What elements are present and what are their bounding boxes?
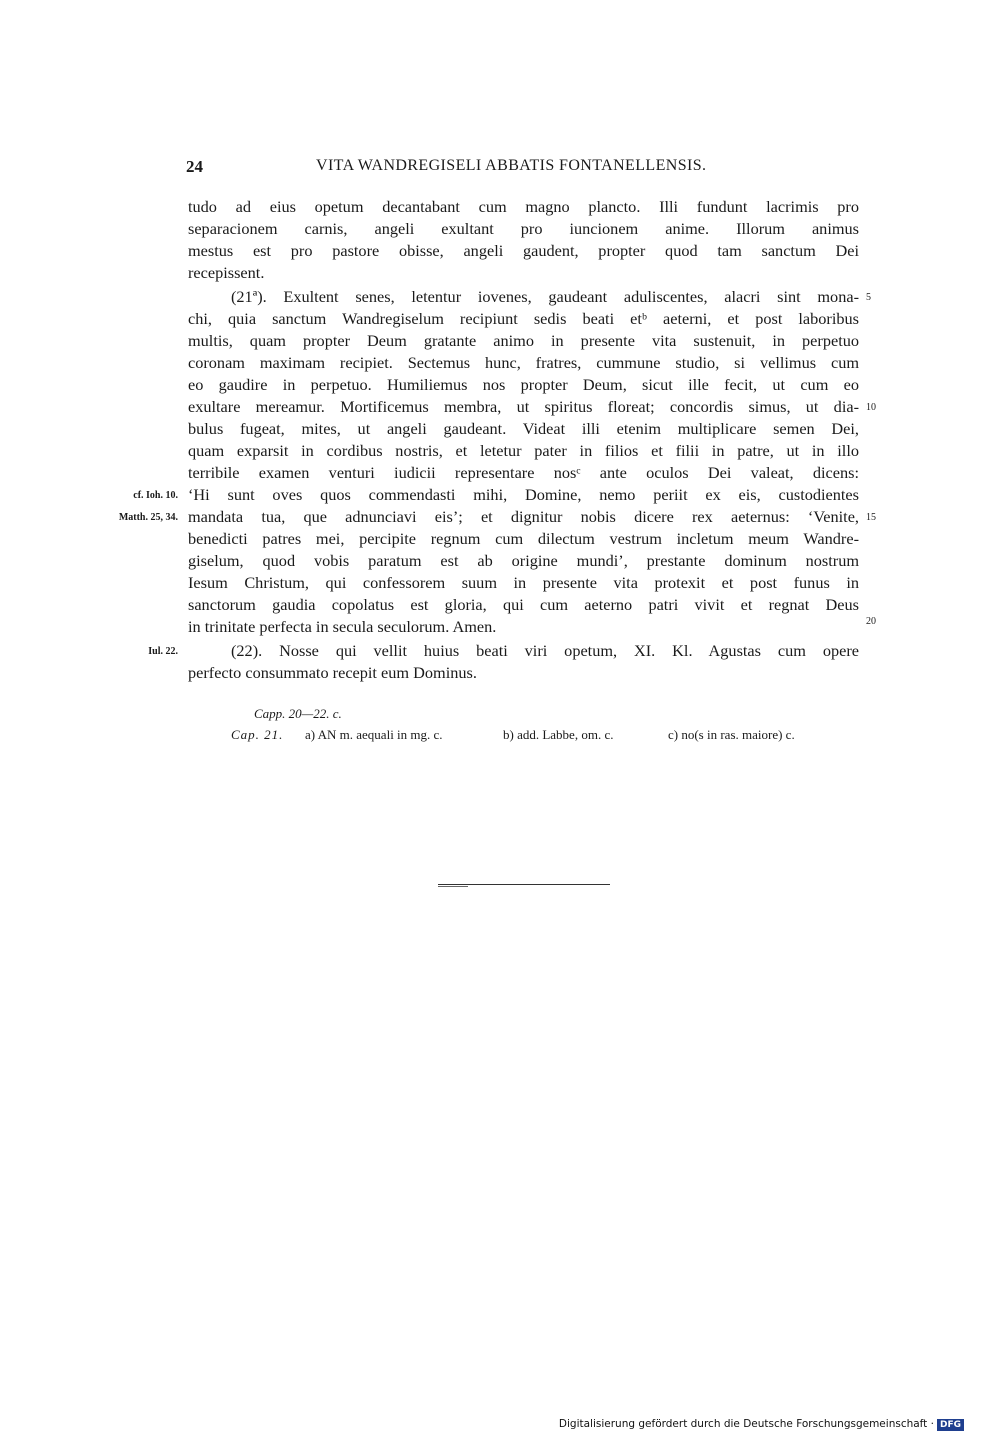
- text-line: eo gaudire in perpetuo. Humiliemus nos propter Deum, sicut ille fecit, ut cum eo: [188, 375, 859, 394]
- line-number: 10: [866, 402, 876, 413]
- text-line: (21ª). Exultent senes, letentur iovenes, gaudeant aduliscentes, alacri sint mona-: [231, 287, 859, 306]
- dfg-logo: DFG: [937, 1419, 964, 1431]
- text-line: recepissent.: [188, 263, 265, 282]
- footnote-c: c) no(s in ras. maiore) c.: [668, 727, 795, 742]
- text-line: mestus est pro pastore obisse, angeli gaudent, propter quod tam sanctum Dei: [188, 241, 859, 260]
- text-line: (22). Nosse qui vellit huius beati viri opetum, XI. Kl. Agustas cum opere: [231, 641, 859, 660]
- running-title: VITA WANDREGISELI ABBATIS FONTANELLENSIS.: [316, 157, 707, 174]
- end-rule-short: [438, 886, 468, 887]
- text-line: coronam maximam recipiet. Sectemus hunc, fratres, cummune studio, si vellimus cum: [188, 353, 859, 372]
- text-line: benedicti patres mei, percipite regnum cum dilectum vestrum incletum meum Wandre-: [188, 529, 859, 548]
- text-line: sanctorum gaudia copolatus est gloria, qui cum aeterno patri vivit et regnat Deus: [188, 595, 859, 614]
- line-number: 20: [866, 616, 876, 627]
- text-line: mandata tua, que adnunciavi eis’; et dignitur nobis dicere rex aeternus: ‘Venite,: [188, 507, 859, 526]
- text-line: chi, quia sanctum Wandregiselum recipiunt sedis beati etᵇ aeterni, et post laboribus: [188, 309, 859, 328]
- margin-reference: Iul. 22.: [148, 646, 178, 657]
- text-line: exultare mereamur. Mortificemus membra, ut spiritus floreat; concordis simus, ut dia-: [188, 397, 859, 416]
- text-line: terribile examen venturi iudicii representare nosᶜ ante oculos Dei valeat, dicens:: [188, 463, 859, 482]
- line-number: 15: [866, 512, 876, 523]
- margin-reference: cf. Ioh. 10.: [133, 490, 178, 501]
- line-number: 5: [866, 292, 871, 303]
- digitization-footer: [559, 1418, 964, 1431]
- text-line: giselum, quod vobis paratum est ab origine mundi’, prestante dominum nostrum: [188, 551, 859, 570]
- end-rule: [438, 884, 610, 885]
- text-line: tudo ad eius opetum decantabant cum magno plancto. Illi fundunt lacrimis pro: [188, 197, 859, 216]
- margin-reference: Matth. 25, 34.: [118, 512, 178, 523]
- text-line: perfecto consummato recepit eum Dominus.: [188, 663, 477, 682]
- footer-text: Digitalisierung gefördert durch die Deutsche Forschungsgemeinschaft ·: [558, 1418, 934, 1430]
- footnote-a: a) AN m. aequali in mg. c.: [305, 727, 443, 742]
- page-number: 24: [186, 157, 203, 176]
- footnote-capp: Capp. 20—22. c.: [254, 706, 342, 721]
- footnote-cap-label: Cap. 21.: [231, 727, 284, 742]
- text-line: ‘Hi sunt oves quos commendasti mihi, Domine, nemo periit ex eis, custodientes: [188, 485, 859, 504]
- text-line: bulus fugeat, mites, ut angeli gaudeant. Videat illi etenim multiplicare semen Dei,: [188, 419, 859, 438]
- footnote-b: b) add. Labbe, om. c.: [503, 727, 614, 742]
- text-line: quam exparsit in cordibus nostris, et letetur pater in filios et filii in patre, ut in illo: [188, 441, 859, 460]
- text-line: in trinitate perfecta in secula seculorum. Amen.: [188, 617, 497, 636]
- text-line: Iesum Christum, qui confessorem suum in presente vita protexit et post funus in: [188, 573, 859, 592]
- text-line: separacionem carnis, angeli exultant pro iuncionem anime. Illorum animus: [188, 219, 859, 238]
- text-line: multis, quam propter Deum gratante animo in presente vita sustenuit, in perpetuo: [188, 331, 859, 350]
